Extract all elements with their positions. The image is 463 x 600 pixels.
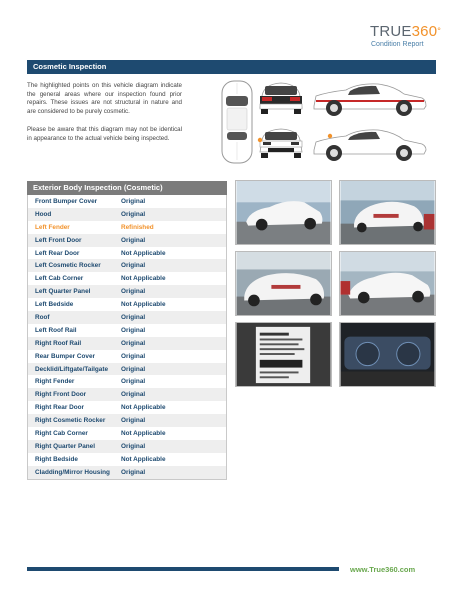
- inspection-status: Original: [121, 352, 146, 360]
- inspection-status: Not Applicable: [121, 275, 166, 283]
- body-part-name: Front Bumper Cover: [35, 197, 98, 205]
- inspection-status: Original: [121, 197, 146, 205]
- logo-degree-text: °: [437, 26, 442, 36]
- table-row: [28, 234, 226, 247]
- body-part-name: Right Front Door: [35, 391, 87, 399]
- table-row: [28, 298, 226, 311]
- inspection-status: Original: [121, 339, 146, 347]
- table-row: [28, 221, 226, 234]
- table-row: [28, 311, 226, 324]
- body-part-name: Right Cosmetic Rocker: [35, 417, 106, 425]
- inspection-status: Original: [121, 391, 146, 399]
- body-part-name: Rear Bumper Cover: [35, 352, 96, 360]
- table-row: [28, 350, 226, 363]
- table-row: [28, 414, 226, 427]
- logo-true-text: TRUE: [370, 23, 412, 40]
- inspection-status: Original: [121, 468, 146, 476]
- body-part-name: Right Roof Rail: [35, 339, 82, 347]
- table-row: [28, 466, 226, 479]
- intro-paragraph-1: The highlighted points on this vehicle diagram indicate the general areas where our inspection found prior repairs. These issues are not structural in nature and are considered to be purely cosmetic.: [27, 82, 182, 115]
- body-part-name: Right Quarter Panel: [35, 442, 96, 450]
- refinished-marker: [328, 134, 332, 138]
- inspection-status: Original: [121, 262, 146, 270]
- body-part-name: Right Cab Corner: [35, 429, 88, 437]
- body-part-name: Left Roof Rail: [35, 326, 77, 334]
- inspection-status: Not Applicable: [121, 404, 166, 412]
- inspection-status: Original: [121, 442, 146, 450]
- body-part-name: Right Bedside: [35, 455, 78, 463]
- vin-label-photo[interactable]: [235, 322, 332, 387]
- inspection-status: Not Applicable: [121, 301, 166, 309]
- vehicle-photo-front-left[interactable]: [235, 180, 332, 245]
- inspection-status: Original: [121, 236, 146, 244]
- table-row: [28, 285, 226, 298]
- body-part-name: Left Quarter Panel: [35, 288, 91, 296]
- body-part-name: Left Cab Corner: [35, 275, 84, 283]
- table-row: [28, 195, 226, 208]
- car-side-view-right: [314, 84, 426, 116]
- vehicle-photo-front-right[interactable]: [339, 251, 436, 316]
- logo-wordmark: [370, 24, 450, 39]
- table-row: [28, 401, 226, 414]
- body-part-name: Hood: [35, 210, 52, 218]
- table-row: [28, 324, 226, 337]
- table-row: [28, 453, 226, 466]
- inspection-status: Not Applicable: [121, 429, 166, 437]
- body-part-name: Decklid/Liftgate/Tailgate: [35, 365, 109, 373]
- table-row: [28, 272, 226, 285]
- body-part-name: Roof: [35, 313, 50, 321]
- table-row: [28, 247, 226, 260]
- car-top-view: [222, 81, 252, 163]
- inspection-status: Original: [121, 288, 146, 296]
- table-row: [28, 363, 226, 376]
- body-part-name: Right Rear Door: [35, 404, 84, 412]
- body-part-name: Right Fender: [35, 378, 75, 386]
- body-part-name: Left Rear Door: [35, 249, 80, 257]
- inspection-status: Not Applicable: [121, 455, 166, 463]
- table-title: Exterior Body Inspection (Cosmetic): [27, 181, 227, 195]
- inspection-status: Original: [121, 417, 146, 425]
- table-row: [28, 208, 226, 221]
- car-side-view-left: [314, 130, 426, 161]
- inspection-status: Not Applicable: [121, 249, 166, 257]
- vehicle-photo-rear-left[interactable]: [235, 251, 332, 316]
- body-part-name: Left Fender: [35, 223, 70, 231]
- inspection-status: Original: [121, 210, 146, 218]
- body-part-name: Left Bedside: [35, 301, 74, 309]
- logo-360-text: 360: [411, 23, 438, 40]
- table-row: [28, 388, 226, 401]
- table-row: [28, 259, 226, 272]
- instrument-cluster-photo[interactable]: [339, 322, 436, 387]
- inspection-status: Refinished: [121, 223, 154, 231]
- car-front-view: [258, 129, 302, 158]
- body-part-name: Cladding/Mirror Housing: [35, 468, 110, 476]
- inspection-status: Original: [121, 313, 146, 321]
- section-header-bar: [27, 60, 436, 74]
- table-body: [27, 195, 227, 480]
- table-row: [28, 427, 226, 440]
- exterior-inspection-table: [27, 181, 227, 480]
- inspection-status: Original: [121, 326, 146, 334]
- car-rear-view: [260, 83, 302, 114]
- table-row: [28, 375, 226, 388]
- section-title: Cosmetic Inspection: [33, 62, 107, 71]
- table-row: [28, 337, 226, 350]
- inspection-status: Original: [121, 378, 146, 386]
- body-part-name: Left Front Door: [35, 236, 82, 244]
- intro-paragraph-2: Please be aware that this diagram may not be identical in appearance to the actual vehicle being inspected.: [27, 126, 182, 142]
- vehicle-diagram: [218, 78, 438, 168]
- table-row: [28, 440, 226, 453]
- footer-rule: [27, 567, 339, 571]
- vehicle-photo-rear-right[interactable]: [339, 180, 436, 245]
- true360-logo: [370, 24, 450, 48]
- logo-subtitle: Condition Report: [371, 41, 424, 48]
- inspection-status: Original: [121, 365, 146, 373]
- refinished-marker: [258, 138, 262, 142]
- body-part-name: Left Cosmetic Rocker: [35, 262, 101, 270]
- footer-website-link[interactable]: www.True360.com: [350, 565, 416, 574]
